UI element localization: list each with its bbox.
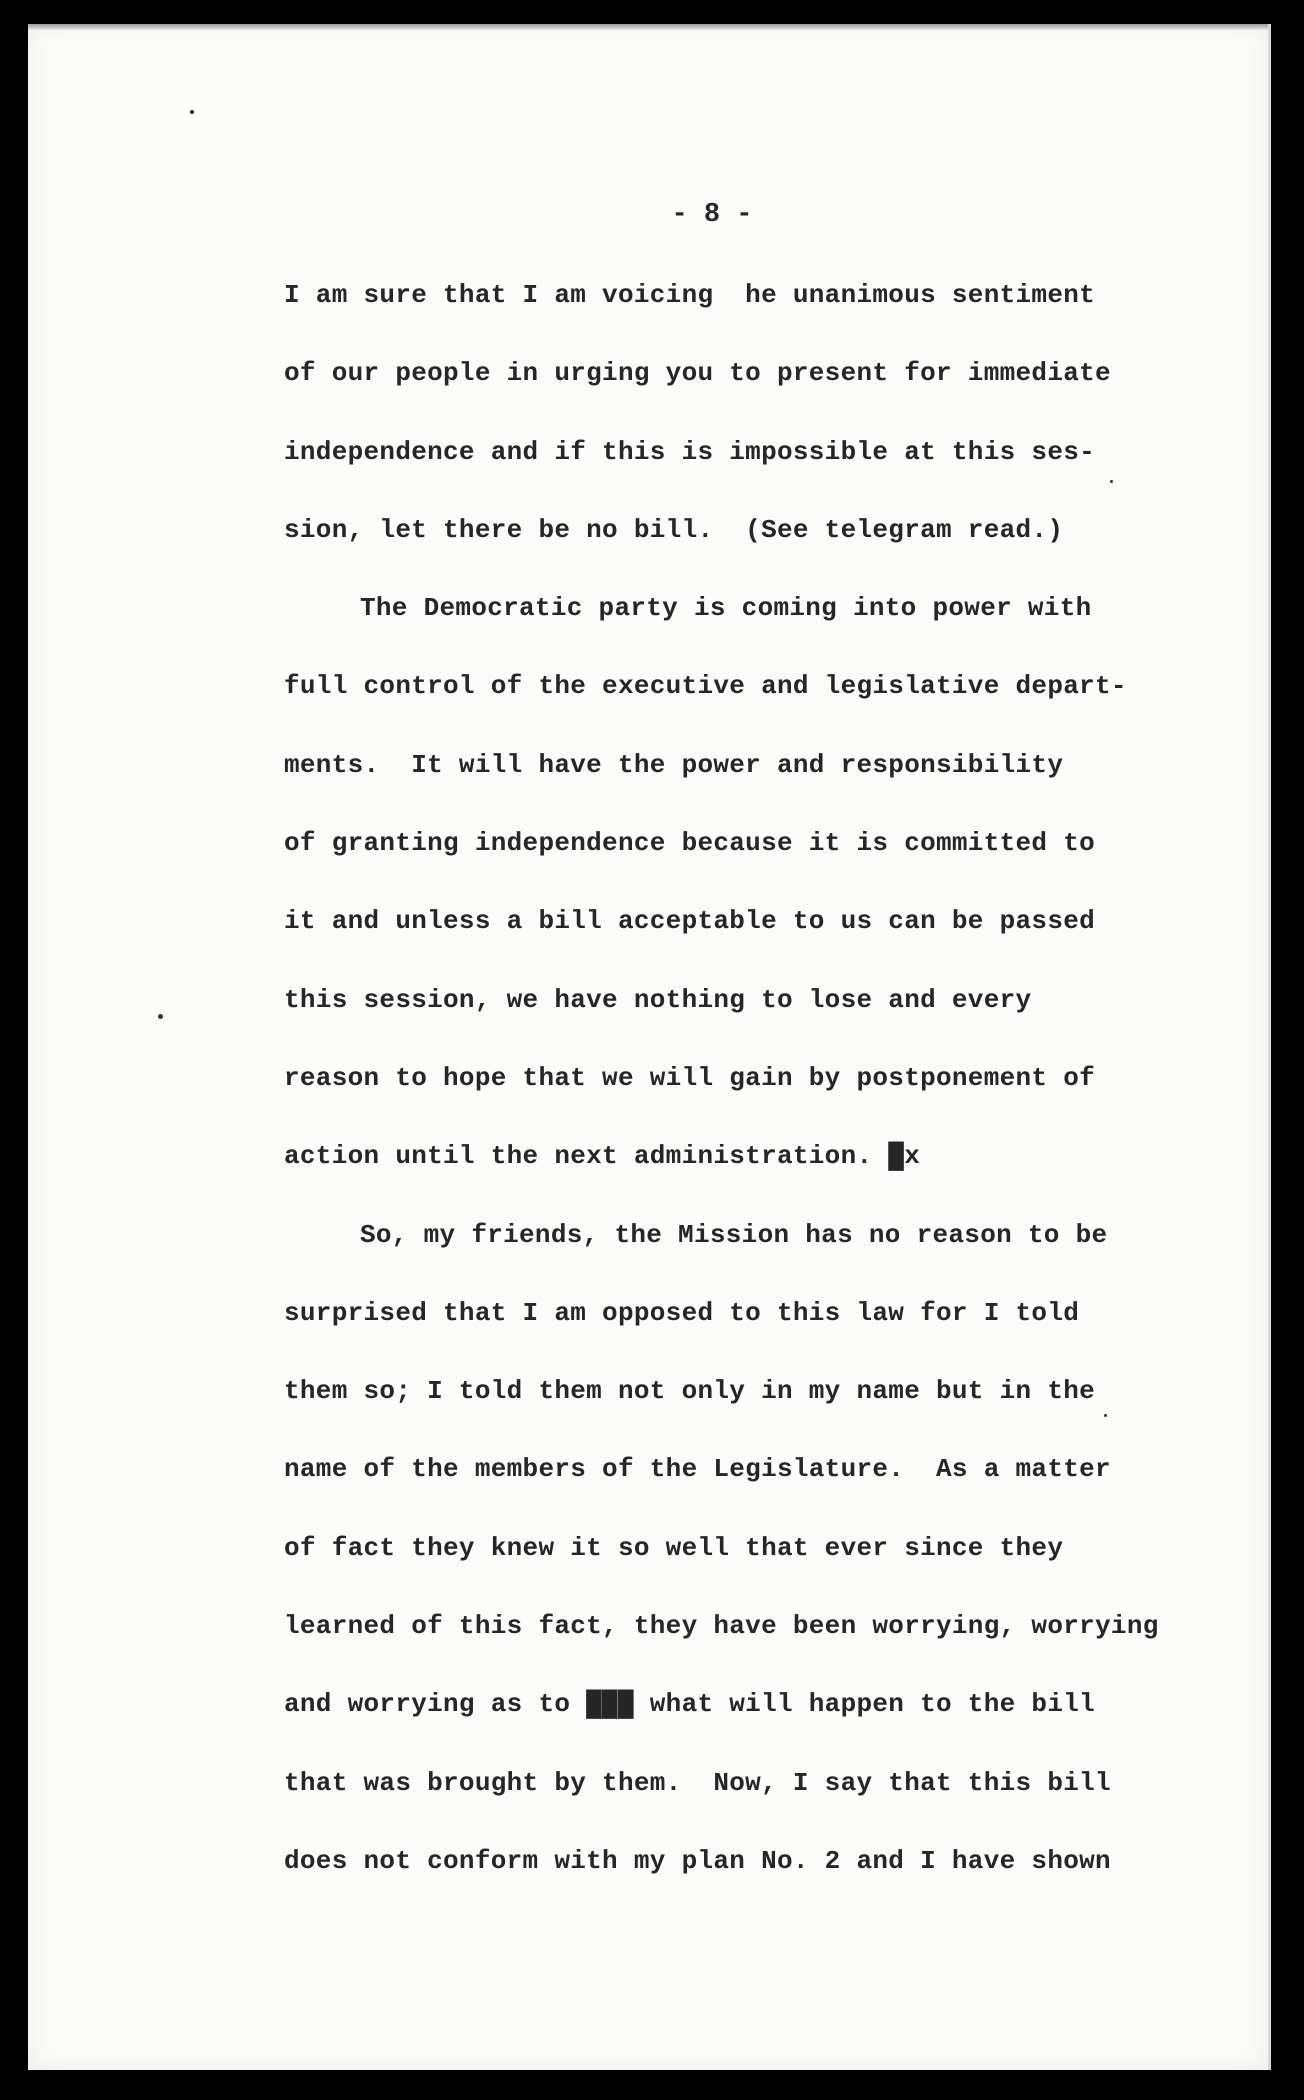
text-line: I am sure that I am voicing he unanimous sentiment (284, 280, 1096, 310)
text-line: So, my friends, the Mission has no reason to be (360, 1219, 1108, 1250)
page-number: - 8 - (671, 200, 753, 230)
text-line: this session, we have nothing to lose and every (284, 984, 1032, 1015)
page-top-edge (28, 24, 1268, 30)
text-line: name of the members of the Legislature. As a matter (284, 1454, 1111, 1485)
text-line: full control of the executive and legislative depart- (284, 671, 1127, 702)
text-line: them so; I told them not only in my name but in the (284, 1376, 1096, 1407)
text-line: it and unless a bill acceptable to us can be passed (284, 906, 1096, 937)
paper-speck (1104, 1414, 1107, 1417)
paper-speck (158, 1014, 163, 1019)
text-line: and worrying as to ███ what will happen to the bill (284, 1689, 1096, 1720)
text-line: reason to hope that we will gain by postponement of (284, 1062, 1096, 1093)
body-text (284, 280, 1204, 1924)
paper-speck (1110, 480, 1113, 483)
paper-speck (190, 110, 194, 114)
text-line: surprised that I am opposed to this law for I told (284, 1297, 1080, 1328)
text-line: does not conform with my plan No. 2 and I have shown (284, 1845, 1111, 1876)
text-line: The Democratic party is coming into power with (360, 593, 1092, 624)
text-line: ments. It will have the power and responsibility (284, 749, 1064, 780)
document-page (28, 24, 1271, 2070)
text-line: independence and if this is impossible at this ses- (284, 436, 1096, 467)
text-line: of fact they knew it so well that ever since they (284, 1532, 1064, 1563)
text-line: learned of this fact, they have been worrying, worrying (284, 1611, 1159, 1642)
text-line: of our people in urging you to present for immediate (284, 358, 1111, 389)
text-line: action until the next administration. █x (284, 1141, 921, 1172)
text-line: of granting independence because it is committed to (284, 828, 1096, 859)
text-line: sion, let there be no bill. (See telegram read.) (284, 514, 1064, 545)
text-line: that was brought by them. Now, I say that this bill (284, 1767, 1111, 1798)
